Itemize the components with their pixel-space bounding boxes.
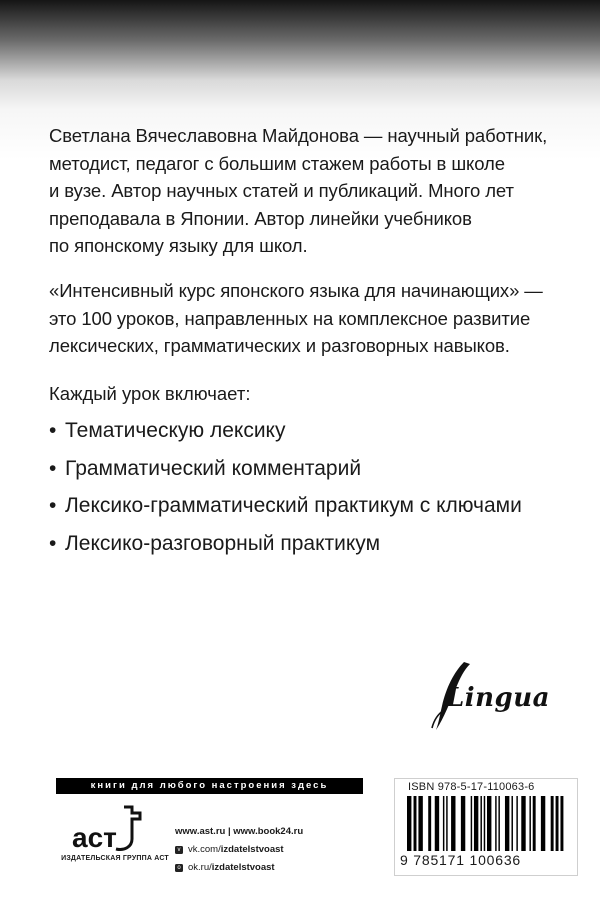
bullet-icon: • <box>49 456 57 480</box>
barcode-bar <box>471 796 472 851</box>
barcode-bar <box>414 796 417 851</box>
vk-icon: v <box>175 846 183 854</box>
barcode-bar <box>511 796 512 851</box>
barcode-bar <box>451 796 455 851</box>
barcode-bar <box>443 796 444 851</box>
barcode-bar <box>560 796 563 851</box>
barcode-bar <box>487 796 491 851</box>
bio-line: преподавала в Японии. Автор линейки учебников <box>49 207 472 229</box>
series-logo-text: Lingua <box>446 683 550 713</box>
publisher-name: ИЗДАТЕЛЬСКАЯ ГРУППА АСТ <box>61 855 169 862</box>
bullet-icon: • <box>49 494 57 517</box>
publisher-logo-text: аст <box>72 822 117 853</box>
barcode-bar <box>495 796 496 851</box>
ok-prefix: ok.ru/ <box>188 862 212 873</box>
barcode-bar <box>556 796 559 851</box>
includes-list <box>49 412 522 562</box>
bullet-icon: • <box>49 419 57 442</box>
barcode-bar <box>480 796 481 851</box>
tagline-bar: книги для любого настроения здесь <box>56 778 363 794</box>
list-item-text: Лексико-грамматический практикум с ключами <box>65 494 522 517</box>
website-links[interactable] <box>175 823 303 841</box>
barcode-bar <box>516 796 517 851</box>
course-description <box>49 277 569 360</box>
bio-line: методист, педагог с большим стажем работы в школе <box>49 152 505 174</box>
barcode-bar <box>428 796 431 851</box>
list-item <box>49 450 522 488</box>
lingua-series-logo <box>424 658 554 734</box>
barcode-bar <box>521 796 525 851</box>
description-line: «Интенсивный курс японского языка для начинающих» — <box>49 280 543 301</box>
barcode-bar <box>461 796 465 851</box>
barcode-bar <box>474 796 478 851</box>
vk-link[interactable] <box>175 841 303 859</box>
list-item <box>49 525 522 563</box>
barcode-bar <box>446 796 447 851</box>
barcode-bar <box>541 796 545 851</box>
vk-prefix: vk.com/ <box>188 844 221 855</box>
list-item-text: Тематическую лексику <box>65 419 286 442</box>
ok-link[interactable] <box>175 859 303 877</box>
barcode-bar <box>533 796 536 851</box>
list-item-text: Лексико-разговорный практикум <box>65 531 380 555</box>
odnoklassniki-icon: o <box>175 864 183 872</box>
list-item <box>49 487 522 525</box>
barcode-bar <box>551 796 554 851</box>
barcode-bar <box>407 796 411 851</box>
barcode-bar <box>498 796 499 851</box>
includes-heading: Каждый урок включает: <box>49 383 251 404</box>
publisher-links <box>175 823 303 877</box>
list-item-text: Грамматический комментарий <box>65 456 362 480</box>
barcode-bar <box>529 796 530 851</box>
list-item <box>49 412 522 450</box>
barcode-bar <box>505 796 509 851</box>
isbn-label: ISBN 978-5-17-110063-6 <box>408 781 535 793</box>
barcode-bar <box>435 796 439 851</box>
bio-line: и вузе. Автор научных статей и публикаций. Много лет <box>49 180 514 201</box>
barcode <box>407 796 567 851</box>
bullet-icon: • <box>49 531 57 555</box>
ok-handle: izdatelstvoast <box>211 862 275 873</box>
description-line: лексических, грамматических и разговорных навыков. <box>49 335 510 356</box>
description-line: это 100 уроков, направленных на комплексное развитие <box>49 307 531 329</box>
barcode-bar <box>418 796 422 851</box>
bio-line: по японскому языку для школ. <box>49 235 308 256</box>
bio-line: Светлана Вячеславовна Майдонова — научный работник, <box>49 125 548 146</box>
ast-logo-icon <box>66 803 156 863</box>
isbn-block <box>394 778 578 876</box>
barcode-bar <box>484 796 485 851</box>
vk-handle: izdatelstvoast <box>220 844 284 855</box>
author-bio <box>49 122 569 260</box>
website-links-text[interactable]: www.ast.ru | www.book24.ru <box>175 826 304 837</box>
barcode-digits: 9 785171 100636 <box>400 852 521 868</box>
